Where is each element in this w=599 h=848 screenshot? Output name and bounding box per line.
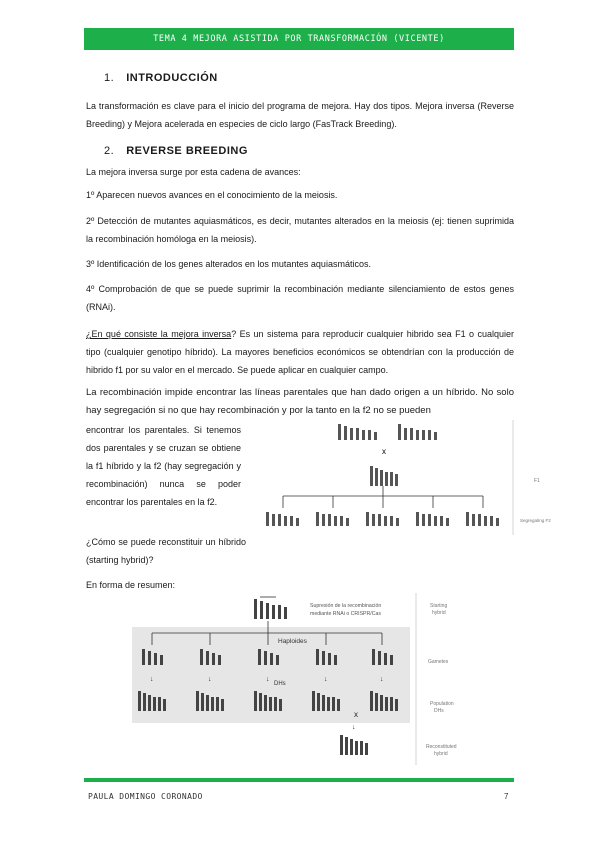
starting-hybrid-chromosomes bbox=[254, 599, 287, 619]
svg-text:↓: ↓ bbox=[150, 676, 154, 683]
chain-paragraph: La mejora inversa surge por esta cadena de avances: bbox=[86, 167, 301, 177]
label-population: Population bbox=[430, 701, 454, 707]
question-paragraph bbox=[86, 325, 514, 379]
f2-label: Segregating F2 bbox=[520, 518, 551, 523]
document-title: TEMA 4 MEJORA ASISTIDA POR TRANSFORMACIÓN (VICENTE) bbox=[153, 34, 445, 44]
f1-label: F1 bbox=[534, 478, 540, 484]
section-heading-reverse-breeding bbox=[104, 145, 248, 157]
svg-text:DHs: DHs bbox=[434, 708, 444, 714]
svg-text:↓: ↓ bbox=[380, 676, 384, 683]
header-bar bbox=[84, 28, 514, 50]
continued-paragraph: encontrar los parentales. Si tenemos dos parentales y se cruzan se obtiene la f1 híbrido y la f2 (hay segregación y recombinación) nunca se poder encontrar los parentales en la f2. bbox=[86, 425, 241, 507]
question-2: ¿Cómo se puede reconstituir un híbrido (starting hybrid)? bbox=[86, 537, 246, 565]
section-title: INTRODUCCIÓN bbox=[126, 72, 218, 84]
question-text: ¿En qué consiste la mejora inversa bbox=[86, 329, 232, 339]
page-number: 7 bbox=[504, 792, 509, 801]
section-number: 2. bbox=[104, 145, 115, 157]
svg-text:↓: ↓ bbox=[324, 676, 328, 683]
step-3: 3º Identificación de los genes alterados en los mutantes aquiasmáticos. bbox=[86, 259, 371, 269]
parent-1-chromosomes bbox=[338, 424, 377, 440]
cross-symbol-1: x bbox=[382, 447, 386, 456]
svg-text:hybrid: hybrid bbox=[432, 610, 446, 616]
dhs-label: DHs bbox=[274, 681, 286, 687]
stage-labels bbox=[426, 603, 457, 757]
step-1: 1º Aparecen nuevos avances en el conocimiento de la meiosis. bbox=[86, 190, 338, 200]
cross-symbol-2: x bbox=[354, 710, 358, 719]
recombination-paragraph: La recombinación impide encontrar las líneas parentales que han dado origen a un híbrido. No solo hay segregación si no que hay recombinación y por la tanto en la f2 no se pueden bbox=[86, 387, 514, 416]
label-starting-hybrid: Starting bbox=[430, 603, 448, 609]
f2-chromosomes bbox=[266, 512, 499, 526]
svg-text:hybrid: hybrid bbox=[434, 751, 448, 757]
recombination-suppression-line-2: mediante RNAi o CRISPR/Cas bbox=[310, 611, 381, 617]
step-2: 2º Detección de mutantes aquiasmáticos, es decir, mutantes alterados en la meiosis (ej: tienen suprimida la recombinación homóloga en la meiosis). bbox=[86, 216, 514, 244]
step-4: 4º Comprobación de que se puede suprimir la recombinación mediante silenciamiento de estos genes (RNAi). bbox=[86, 284, 514, 312]
section-heading-introduccion bbox=[104, 72, 218, 84]
svg-text:↓: ↓ bbox=[266, 676, 270, 683]
section-number: 1. bbox=[104, 72, 115, 84]
label-gametes: Gametes bbox=[428, 659, 449, 665]
haploides-label: Haploides bbox=[278, 638, 307, 645]
answer-text: ? Es un sistema para reproducir cualquier hibrido sea F1 o cualquier tipo (cualquier genotipo híbrido). La mayores beneficios económicos se obtendrían con la producción de hibrido f1 por su valor en el mercado. Se puede aplicar en cualquier campo. bbox=[86, 329, 514, 375]
summary-label: En forma de resumen: bbox=[86, 580, 176, 590]
parent-2-chromosomes bbox=[398, 424, 437, 440]
section-title: REVERSE BREEDING bbox=[126, 145, 248, 157]
reverse-breeding-figure bbox=[128, 593, 468, 768]
intro-paragraph: La transformación es clave para el inicio del programa de mejora. Hay dos tipos. Mejora inversa (Reverse Breeding) y Mejora acelerada en especies de ciclo largo (FasTrack Breeding). bbox=[86, 101, 514, 129]
recombination-suppression-line-1: Supresión de la recombinación bbox=[310, 603, 382, 609]
reconstituted-hybrid-chromosomes bbox=[340, 735, 368, 755]
footer-bar bbox=[84, 778, 514, 782]
segregation-figure bbox=[258, 420, 558, 540]
svg-text:↓: ↓ bbox=[208, 676, 212, 683]
f1-chromosomes bbox=[370, 466, 398, 486]
reconstitute-arrow: ↓ bbox=[352, 724, 356, 731]
footer-author: PAULA DOMINGO CORONADO bbox=[88, 792, 203, 801]
label-reconstituted: Reconstituted bbox=[426, 744, 457, 750]
